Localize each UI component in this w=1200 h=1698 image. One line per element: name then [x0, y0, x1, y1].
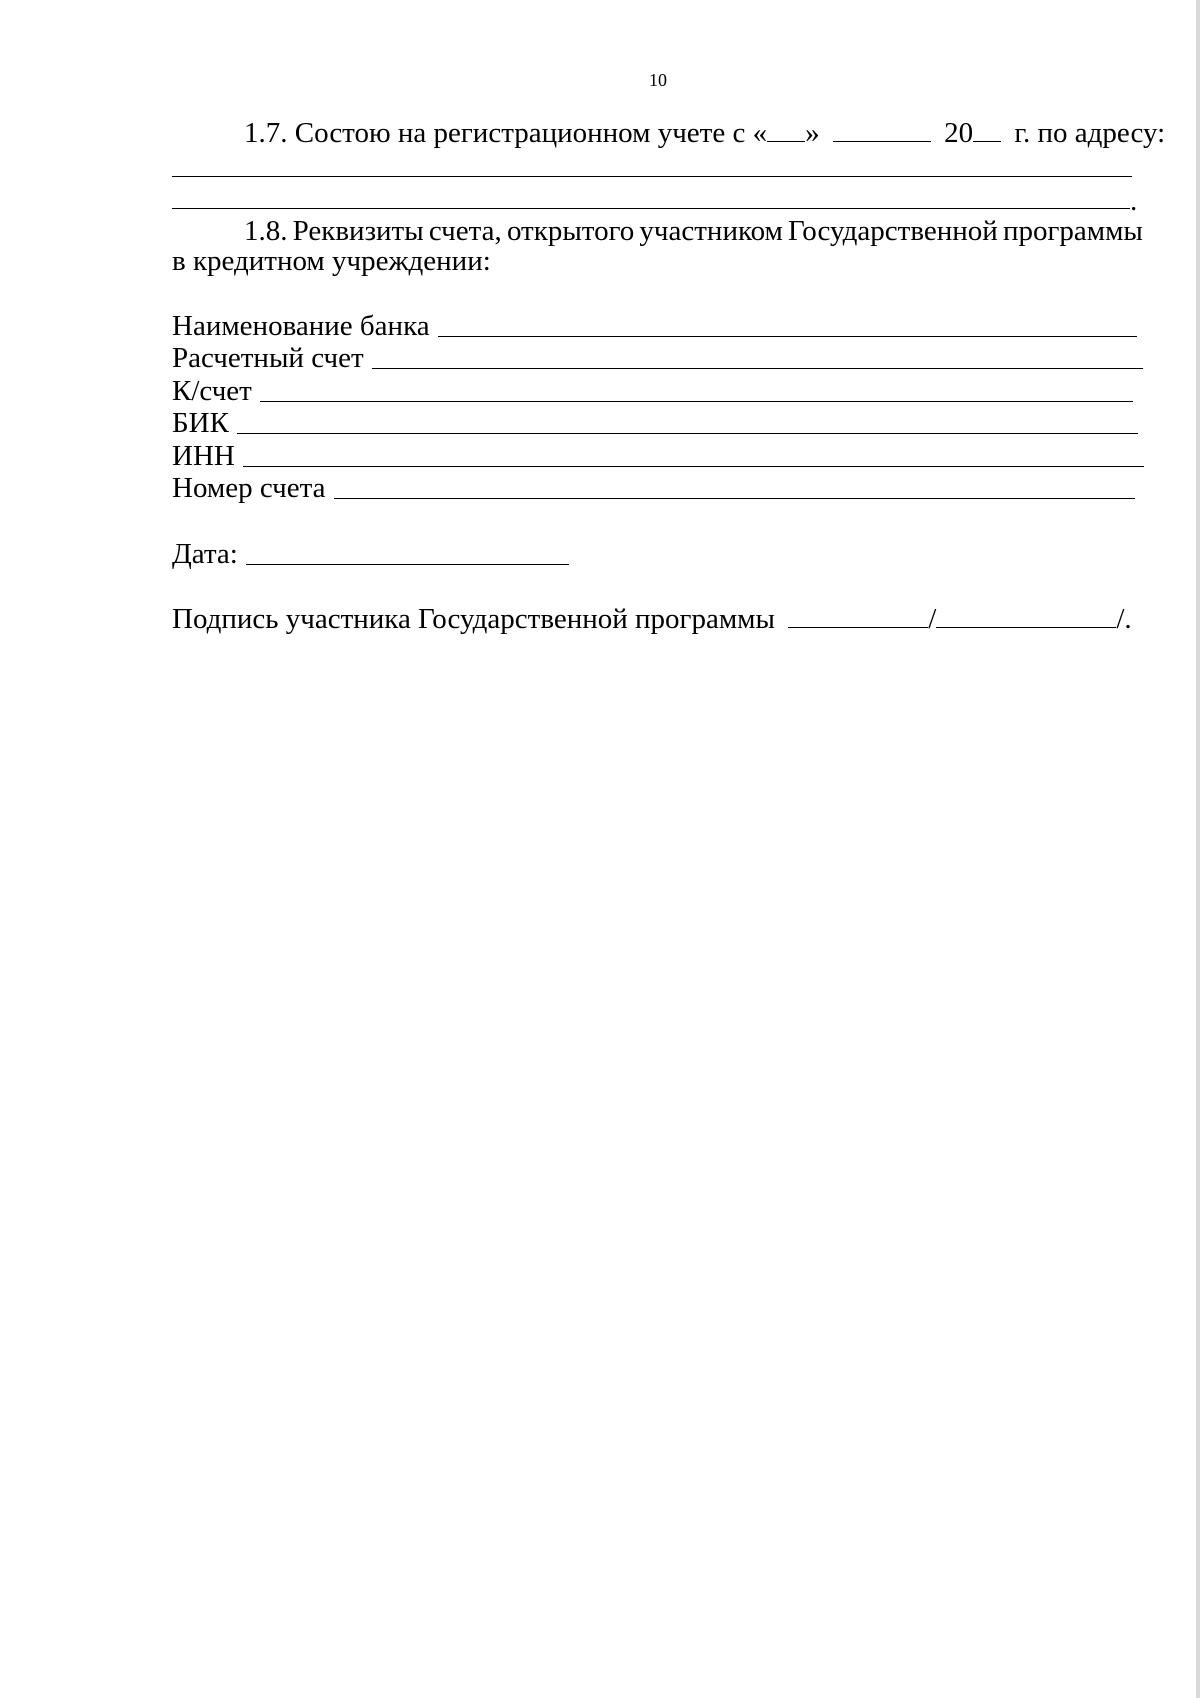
quote-close: » — [805, 117, 820, 149]
bik-input[interactable] — [237, 433, 1138, 434]
address-end-mark: . — [1130, 185, 1138, 217]
s18-word: программы — [1002, 215, 1143, 247]
field-label: К/счет — [172, 375, 252, 407]
field-inn — [172, 439, 1144, 473]
year-blank[interactable] — [973, 117, 1001, 142]
s18-word: 1.8. — [244, 215, 288, 247]
month-blank[interactable] — [833, 117, 931, 142]
field-bik — [172, 406, 1138, 440]
field-corr-account — [172, 374, 1133, 408]
inn-input[interactable] — [243, 466, 1144, 467]
settlement-account-input[interactable] — [372, 368, 1143, 369]
date-label: Дата: — [172, 538, 238, 570]
section-1-7-suffix: г. по адресу: — [1014, 117, 1166, 149]
signature-label: Подпись участника Государственной программы — [172, 603, 776, 635]
field-label: Номер счета — [172, 472, 326, 504]
signature-separator: / — [928, 603, 937, 635]
signature-end: /. — [1116, 603, 1132, 635]
signature-line — [172, 602, 1132, 636]
s18-word: открытого — [506, 215, 635, 247]
corr-account-input[interactable] — [260, 401, 1133, 402]
field-settlement-account — [172, 341, 1143, 375]
section-1-8-line-2: в кредитном учреждении: — [172, 245, 491, 277]
s18-word: счета, — [428, 215, 502, 247]
field-label: ИНН — [172, 440, 235, 472]
account-number-input[interactable] — [334, 498, 1135, 499]
field-label: Наименование банка — [172, 310, 430, 342]
address-line-1[interactable] — [172, 176, 1132, 177]
signature-blank[interactable] — [788, 603, 928, 628]
s18-word: участником — [639, 215, 783, 247]
field-label: Расчетный счет — [172, 342, 364, 374]
field-label: БИК — [172, 407, 229, 439]
section-1-8-line-1 — [172, 214, 1143, 248]
bank-name-input[interactable] — [438, 336, 1137, 337]
section-1-7-prefix: 1.7. Состою на регистрационном учете с « — [244, 117, 768, 149]
s18-word: Государственной — [788, 215, 998, 247]
signature-name-blank[interactable] — [936, 603, 1116, 628]
field-account-number — [172, 471, 1135, 505]
address-line-2[interactable] — [172, 208, 1130, 209]
page-edge — [1196, 0, 1200, 1698]
section-1-7-line — [244, 116, 1165, 150]
s18-word: Реквизиты — [292, 215, 424, 247]
date-input[interactable] — [246, 564, 569, 565]
page-number: 10 — [649, 70, 667, 90]
field-bank-name — [172, 309, 1137, 343]
field-date — [172, 537, 569, 571]
day-blank[interactable] — [767, 117, 805, 142]
year-prefix: 20 — [944, 117, 974, 149]
